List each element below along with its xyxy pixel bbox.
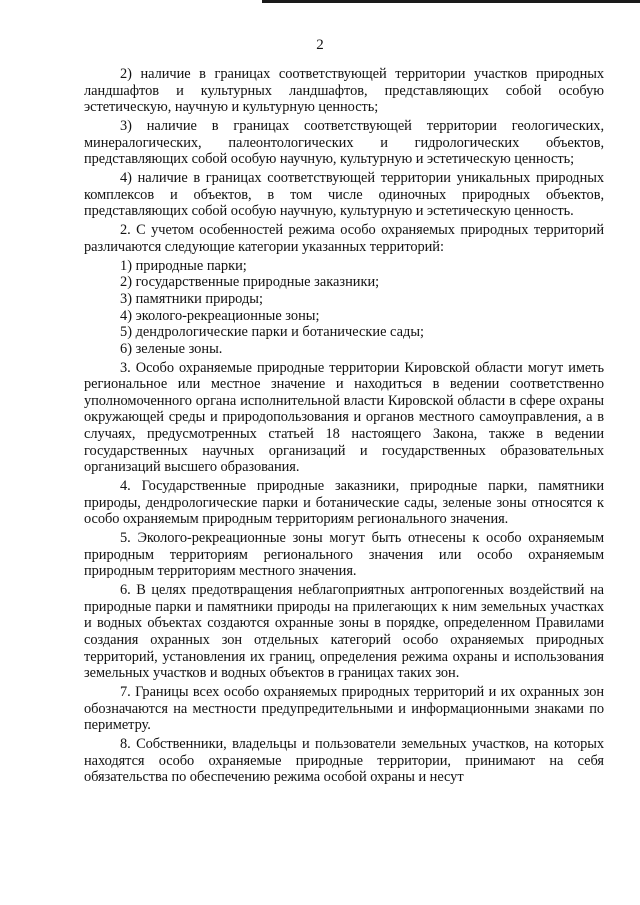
- paragraph-section-4: 4. Государственные природные заказники, природные парки, памятники природы, дендрологические парки и ботанические сады, зеленые зоны относятся к особо охраняемым природным территориям регионального значения.: [84, 478, 604, 528]
- paragraph-section-3: 3. Особо охраняемые природные территории Кировской области могут иметь региональное или местное значение и находиться в ведении соответственно уполномоченного органа исполнительной власти Кировской области в сфере охраны окружающей среды и природопользования и органов местного самоуправления, а в случаях, предусмотренных статьей 18 настоящего Закона, также в ведении государственных научных организаций и государственных образовательных организаций высшего образования.: [84, 359, 604, 476]
- paragraph-section-8: 8. Собственники, владельцы и пользователи земельных участков, на которых находятся особо охраняемые природные территории, принимают на себя обязательства по обеспечению режима особой охраны и несут: [84, 736, 604, 786]
- paragraph-item-2: 2) наличие в границах соответствующей территории участков природных ландшафтов и культурных ландшафтов, представляющих собой особую эстетическую, научную и культурную ценность;: [84, 66, 604, 116]
- paragraph-section-2: 2. С учетом особенностей режима особо охраняемых природных территорий различаются следующие категории указанных территорий:: [84, 222, 604, 255]
- category-list: [84, 258, 604, 358]
- category-item: 6) зеленые зоны.: [120, 340, 223, 357]
- scan-edge-line: [262, 0, 640, 3]
- paragraph-section-7: 7. Границы всех особо охраняемых природных территорий и их охранных зон обозначаются на местности предупредительными и информационными знаками по периметру.: [84, 684, 604, 734]
- paragraph-item-3: 3) наличие в границах соответствующей территории геологических, минералогических, палеонтологических и гидрологических объектов, представляющих собой особую научную, культурную и эстетическую ценность;: [84, 118, 604, 168]
- paragraph-section-5: 5. Эколого-рекреационные зоны могут быть отнесены к особо охраняемым природным территориям регионального значения или особо охраняемым природным территориям местного значения.: [84, 530, 604, 580]
- category-item: 3) памятники природы;: [120, 290, 263, 307]
- paragraph-item-4: 4) наличие в границах соответствующей территории уникальных природных комплексов и объектов, в том числе одиночных природных объектов, представляющих собой особую научную, культурную и эстетическую ценность.: [84, 170, 604, 220]
- category-item: 2) государственные природные заказники;: [120, 274, 380, 291]
- category-item: 5) дендрологические парки и ботанические сады;: [120, 324, 424, 341]
- category-item: 4) эколого-рекреационные зоны;: [120, 307, 320, 324]
- page-number: 2: [316, 37, 324, 53]
- category-item: 1) природные парки;: [120, 257, 247, 274]
- paragraph-section-6: 6. В целях предотвращения неблагоприятных антропогенных воздействий на природные парки и памятники природы на прилегающих к ним земельных участках и водных объектах создаются охранные зоны в порядке, определенном Правилами создания охранных зон отдельных категорий особо охраняемых природных территорий, установления их границ, определения режима охраны и использования земельных участков и водных объектов в границах таких зон.: [84, 582, 604, 682]
- document-body: [84, 66, 604, 788]
